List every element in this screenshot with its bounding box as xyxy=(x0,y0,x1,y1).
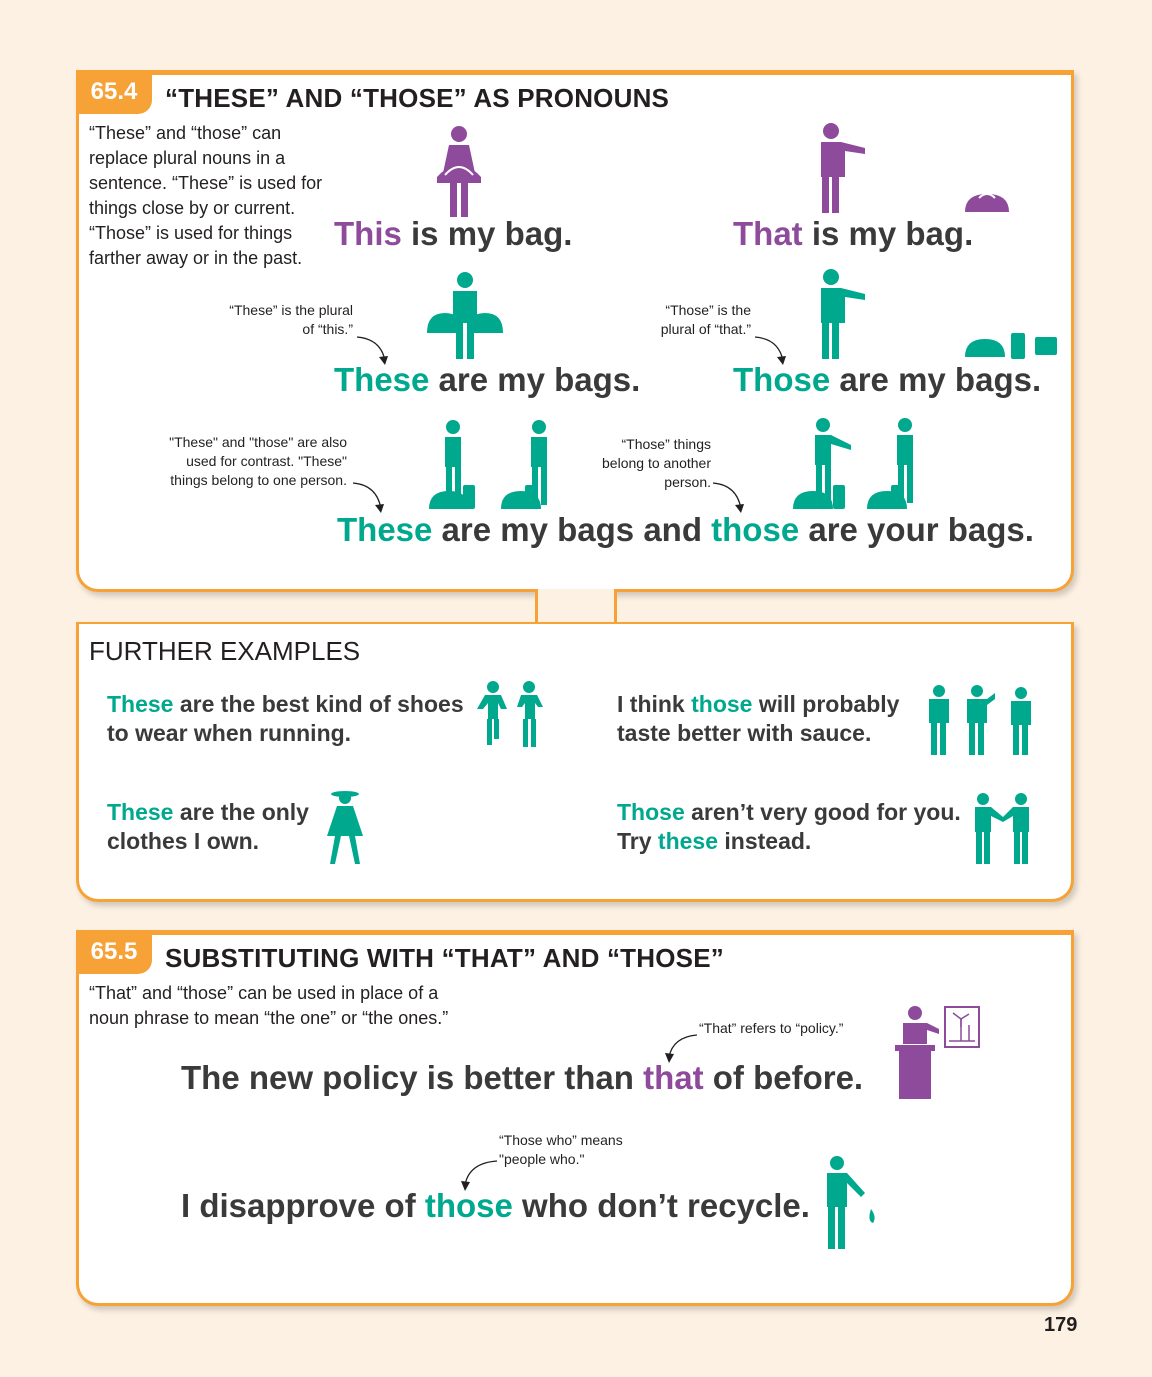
woman-in-hat-icon xyxy=(325,788,369,866)
further-example-4: Those aren’t very good for you. Try these instead. xyxy=(617,799,961,854)
example-these-and-those: These are my bags and those are your bags. xyxy=(337,511,1034,548)
two-people-with-bags-icon xyxy=(789,417,925,511)
section-number-badge: 65.5 xyxy=(76,930,152,974)
section-title: “THESE” AND “THOSE” AS PRONOUNS xyxy=(165,83,670,113)
man-dropping-litter-icon xyxy=(819,1155,881,1253)
note-those-who: “Those who” means "people who." xyxy=(499,1132,623,1167)
section-65-4-panel xyxy=(76,70,1074,592)
two-people-with-bags-icon xyxy=(425,419,555,511)
section-65-5-panel xyxy=(76,930,1074,1306)
example-those: Those are my bags. xyxy=(733,361,1042,398)
speaker-at-podium-icon xyxy=(891,1005,983,1103)
further-examples-title: FURTHER EXAMPLES xyxy=(89,636,361,666)
section-title: SUBSTITUTING WITH “THAT” AND “THOSE” xyxy=(165,943,724,973)
note-other-person: “Those” things belong to another person. xyxy=(602,436,711,490)
section-intro: “That” and “those” can be used in place of a noun phrase to mean “the one” or “the ones.” xyxy=(89,983,449,1028)
note-these-plural: “These” is the plural of “this.” xyxy=(229,302,353,337)
further-example-1: These are the best kind of shoes to wear when running. xyxy=(107,691,464,746)
further-examples-panel xyxy=(76,622,1074,902)
man-pointing-icon xyxy=(815,269,869,361)
people-tasting-food-icon xyxy=(925,684,1035,758)
section-number-badge: 65.4 xyxy=(76,70,152,114)
note-contrast: "These" and "those" are also used for contrast. "These" things belong to one person. xyxy=(169,434,347,488)
bag-far-icon xyxy=(963,190,1011,214)
further-example-2: I think those will probably taste better with sauce. xyxy=(617,691,900,746)
panel-connector xyxy=(535,589,617,625)
note-that-refers: “That” refers to “policy.” xyxy=(699,1020,844,1036)
runners-icon xyxy=(475,680,549,750)
note-those-plural: “Those” is the plural of “that.” xyxy=(660,302,751,337)
further-example-3: These are the only clothes I own. xyxy=(107,799,309,854)
section-intro: “These” and “those” can replace plural nouns in a sentence. “These” is used for things close by or current. “Those” is used for things farther away or in the past. xyxy=(89,123,323,268)
example-that-policy: The new policy is better than that of before. xyxy=(181,1059,864,1096)
example-this: This is my bag. xyxy=(334,215,573,252)
man-pointing-icon xyxy=(815,123,869,215)
page-number: 179 xyxy=(1044,1314,1078,1336)
two-people-exchanging-icon xyxy=(971,792,1035,866)
example-those-who: I disapprove of those who don’t recycle. xyxy=(181,1187,810,1224)
bags-far-icon xyxy=(963,327,1059,361)
example-these: These are my bags. xyxy=(334,361,641,398)
man-holding-bags-icon xyxy=(425,271,505,361)
example-that: That is my bag. xyxy=(733,215,974,252)
woman-holding-bag-icon xyxy=(433,125,485,221)
